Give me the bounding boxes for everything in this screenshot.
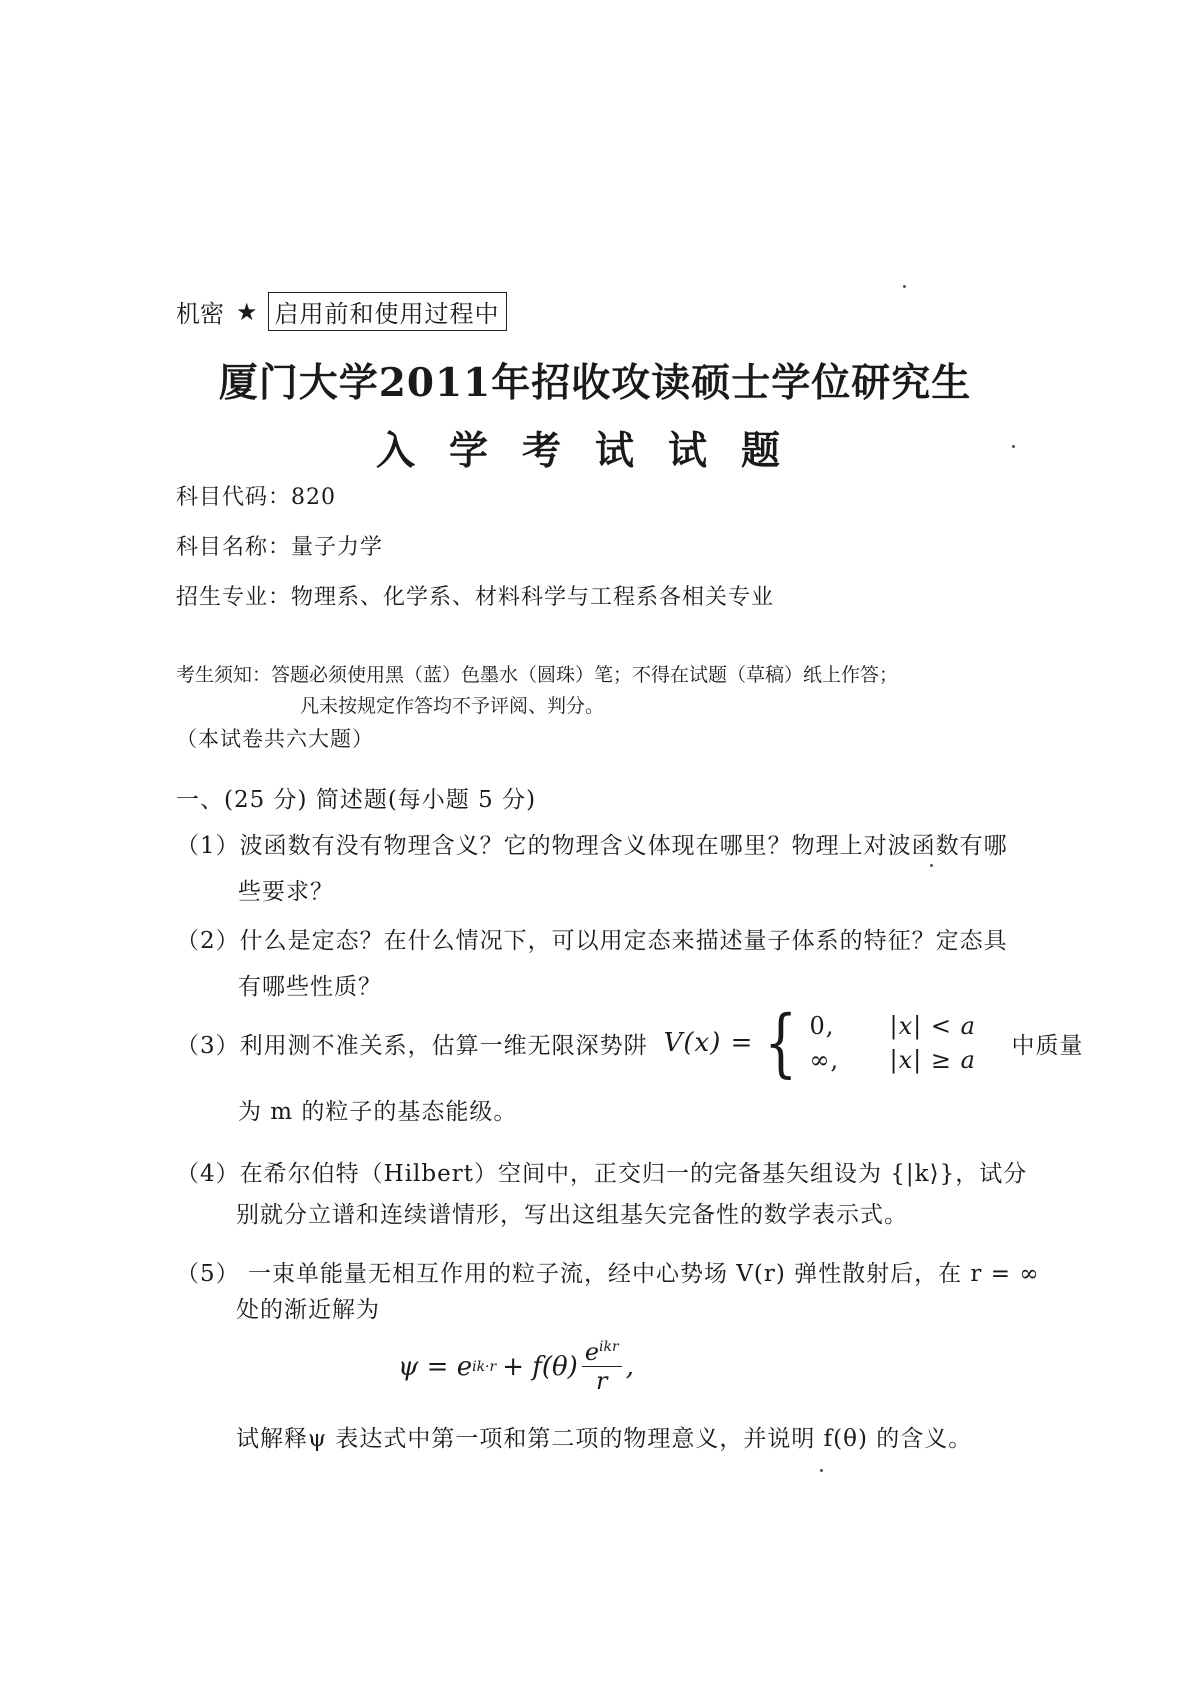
- confidential-label: 机密: [176, 300, 224, 328]
- formula-lhs: ψ = e: [398, 1351, 473, 1382]
- notice-line-2: 凡未按规定作答均不予评阅、判分。: [300, 695, 605, 717]
- case-2-condition: |x| ≥ a: [889, 1046, 976, 1074]
- question-3-suffix: 中质量: [1011, 1032, 1084, 1059]
- subject-name: 科目名称：量子力学: [176, 535, 384, 560]
- case-1-condition: |x| < a: [889, 1012, 976, 1040]
- boxed-notice: 启用前和使用过程中: [268, 292, 507, 331]
- question-3-prefix: （3）利用测不准关系，估算一维无限深势阱: [176, 1032, 648, 1059]
- confidential-header: [176, 292, 507, 331]
- enrollment-major: 招生专业：物理系、化学系、材料科学与工程系各相关专业: [176, 585, 775, 610]
- potential-function: V(x) =: [663, 1028, 754, 1058]
- question-2-line-1: （2）什么是定态？在什么情况下，可以用定态来描述量子体系的特征？定态具: [176, 928, 1008, 954]
- question-5-line-2: 处的渐近解为: [236, 1297, 380, 1323]
- section-heading: 一、(25 分) 简述题(每小题 5 分): [176, 787, 537, 813]
- star-icon: ★: [236, 297, 258, 326]
- scan-speck: [903, 285, 906, 288]
- formula-exponent: ik·r: [472, 1358, 497, 1375]
- scan-speck: [930, 864, 933, 867]
- question-3-line-1: [176, 1000, 1084, 1086]
- piecewise-definition: [753, 1000, 999, 1086]
- case-1-value: 0,: [809, 1012, 835, 1040]
- left-brace-icon: {: [764, 1000, 799, 1086]
- question-1-line-1: （1）波函数有没有物理含义？它的物理含义体现在哪里？物理上对波函数有哪: [176, 833, 1008, 859]
- fraction-numerator: $e^{ikr}$: [582, 1338, 622, 1367]
- subject-code: 科目代码：820: [176, 485, 336, 510]
- notice-line-1: 考生须知：答题必须使用黑（蓝）色墨水（圆珠）笔；不得在试题（草稿）纸上作答；: [176, 664, 899, 686]
- fraction-denominator: r: [596, 1367, 608, 1395]
- question-1-line-2: 些要求？: [238, 879, 334, 905]
- question-4-line-1: （4）在希尔伯特（Hilbert）空间中，正交归一的完备基矢组设为 {|k⟩}，试分: [176, 1161, 1028, 1187]
- question-4-line-2: 别就分立谱和连续谱情形，写出这组基矢完备性的数学表示式。: [236, 1202, 908, 1228]
- question-3-line-2: 为 m 的粒子的基态能级。: [238, 1099, 518, 1125]
- exam-subtitle: 入学考试试题: [375, 428, 814, 474]
- formula-middle: + f(θ): [502, 1351, 578, 1382]
- asymptotic-formula: [398, 1338, 634, 1395]
- formula-fraction: [582, 1338, 622, 1395]
- exam-scope: （本试卷共六大题）: [176, 727, 374, 751]
- question-2-line-2: 有哪些性质？: [238, 974, 382, 1000]
- question-5-line-1: （5） 一束单能量无相互作用的粒子流，经中心势场 V(r) 弹性散射后，在 r = ∞: [176, 1261, 1040, 1287]
- formula-end: ,: [625, 1351, 634, 1382]
- case-2-value: ∞,: [809, 1046, 840, 1074]
- scan-speck: [820, 1469, 823, 1472]
- exam-title: 厦门大学2011年招收攻读硕士学位研究生: [218, 360, 972, 406]
- scan-speck: [1012, 445, 1015, 448]
- piecewise-cases: [810, 1012, 1000, 1074]
- question-5-line-3: 试解释ψ 表达式中第一项和第二项的物理意义，并说明 f(θ) 的含义。: [236, 1426, 973, 1452]
